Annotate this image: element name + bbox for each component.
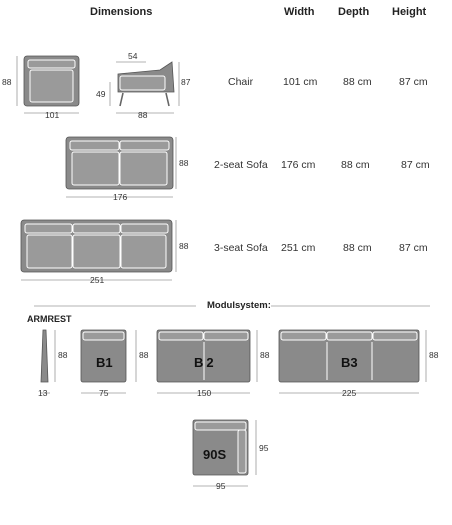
chair-side-top-label: 54 (128, 51, 138, 61)
s90-height-label: 95 (259, 443, 269, 453)
sofa3-width-label: 251 (90, 275, 105, 285)
header-depth: Depth (338, 6, 370, 18)
row-chair-height: 87 cm (399, 76, 428, 88)
b2-height-label: 88 (260, 350, 270, 360)
sofa3-height-label: 88 (179, 241, 189, 251)
chair-front-height-label: 88 (2, 77, 12, 87)
row-sofa2-width: 176 cm (281, 159, 316, 171)
armrest-heading: ARMREST (27, 314, 72, 324)
sofa2-height-label: 88 (179, 158, 189, 168)
chair-side-depth-label: 88 (138, 110, 148, 120)
row-sofa3-height: 87 cm (399, 242, 428, 254)
row-chair-name: Chair (228, 76, 254, 88)
header-dimensions: Dimensions (90, 6, 153, 18)
header-width: Width (284, 6, 315, 18)
armrest-height-label: 88 (58, 350, 68, 360)
row-chair-depth: 88 cm (343, 76, 372, 88)
b1-height-label: 88 (139, 350, 149, 360)
row-sofa2-name: 2-seat Sofa (214, 159, 268, 171)
row-chair-width: 101 cm (283, 76, 318, 88)
sofa3-drawing (21, 220, 176, 280)
chair-side-height-label: 87 (181, 77, 191, 87)
armrest-drawing (40, 330, 55, 393)
s90-width-label: 95 (216, 481, 226, 491)
row-sofa2-depth: 88 cm (341, 159, 370, 171)
b2-width-label: 150 (197, 388, 212, 398)
header-height: Height (392, 6, 427, 18)
row-sofa3-width: 251 cm (281, 242, 316, 254)
chair-front-drawing (17, 56, 79, 113)
b3-height-label: 88 (429, 350, 439, 360)
modul-title: Modulsystem: (207, 300, 271, 311)
chair-side-seat-label: 49 (96, 89, 106, 99)
chair-side-drawing (110, 62, 179, 113)
chair-front-width-label: 101 (45, 110, 60, 120)
b3-label: B3 (341, 355, 358, 370)
armrest-width-label: 13 (38, 388, 48, 398)
s90-label: 90S (203, 447, 227, 462)
b1-label: B1 (96, 355, 113, 370)
sofa2-width-label: 176 (113, 192, 128, 202)
row-sofa3-name: 3-seat Sofa (214, 242, 268, 254)
row-sofa3-depth: 88 cm (343, 242, 372, 254)
b2-label: B2 (194, 355, 217, 370)
b1-width-label: 75 (99, 388, 109, 398)
b3-width-label: 225 (342, 388, 357, 398)
sofa2-drawing (66, 137, 176, 197)
row-sofa2-height: 87 cm (401, 159, 430, 171)
